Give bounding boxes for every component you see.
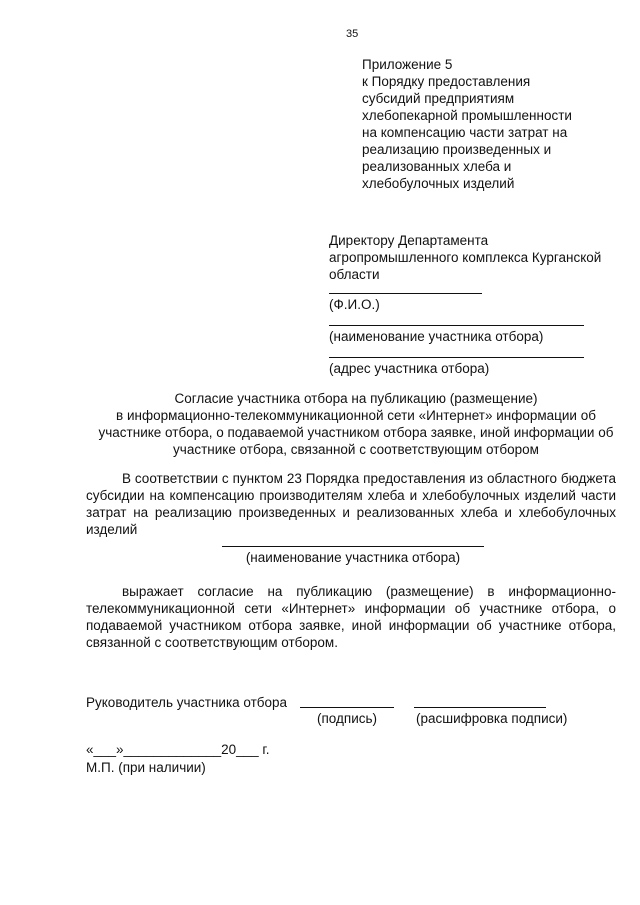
document-title bbox=[86, 390, 626, 458]
participant-name-label: (наименование участника отбора) bbox=[329, 329, 544, 344]
paragraph-text: выражает согласие на публикацию (размещение) в информационно-телекоммуникационной сети «Интернет» информации об участнике отбора, о подаваемой участником отбора заявке, иной информации об участнике отбора, связанной с соответствующим отбором. bbox=[86, 584, 616, 650]
page-number: 35 bbox=[346, 28, 359, 40]
appendix-line: хлебобулочных изделий bbox=[362, 176, 515, 191]
date-line: «___»_____________20___ г. bbox=[86, 742, 270, 757]
body-paragraph-1 bbox=[86, 470, 616, 538]
appendix-line: к Порядку предоставления bbox=[362, 74, 531, 89]
participant-address-underline bbox=[329, 357, 584, 358]
title-line: Согласие участника отбора на публикацию (размещение) bbox=[174, 391, 538, 406]
appendix-line: субсидий предприятиям bbox=[362, 91, 515, 106]
fio-underline bbox=[329, 293, 482, 294]
title-line: в информационно-телекоммуникационной сети «Интернет» информации об bbox=[116, 408, 596, 423]
appendix-line: реализованных хлеба и bbox=[362, 159, 512, 174]
addressee-line: Директору Департамента bbox=[329, 233, 489, 248]
participant-name-underline bbox=[329, 325, 584, 326]
title-line: участнике отбора, о подаваемой участником отбора заявке, иной информации об bbox=[98, 425, 614, 440]
participant-address-label: (адрес участника отбора) bbox=[329, 361, 490, 376]
seal-label: М.П. (при наличии) bbox=[86, 760, 206, 775]
decoding-label: (расшифровка подписи) bbox=[416, 711, 568, 726]
appendix-line: реализацию произведенных и bbox=[362, 142, 552, 157]
appendix-line: Приложение 5 bbox=[362, 57, 453, 72]
signature-label: (подпись) bbox=[316, 711, 378, 726]
fio-label: (Ф.И.О.) bbox=[329, 297, 380, 312]
appendix-line: на компенсацию части затрат на bbox=[362, 125, 568, 140]
decoding-underline bbox=[414, 707, 546, 708]
addressee-line: агропромышленного комплекса Курганской bbox=[329, 250, 602, 265]
paragraph-text: В соответствии с пунктом 23 Порядка предоставления из областного бюджета субсидии на компенсацию производителям хлеба и хлебобулочных изделий части затрат на реализацию произведенных и реализованных хлеба и хлебобулочных изделий bbox=[86, 471, 616, 537]
appendix-line: хлебопекарной промышленности bbox=[362, 108, 572, 123]
addressee-line: области bbox=[329, 267, 380, 282]
body-participant-name-underline bbox=[222, 546, 484, 547]
body-participant-name-label: (наименование участника отбора) bbox=[245, 550, 461, 565]
appendix-block bbox=[362, 56, 622, 192]
title-line: участнике отбора, связанной с соответствующим отбором bbox=[173, 442, 539, 457]
head-label: Руководитель участника отбора bbox=[86, 695, 288, 710]
addressee-block bbox=[329, 232, 619, 283]
signature-underline bbox=[300, 707, 394, 708]
body-paragraph-2 bbox=[86, 583, 616, 651]
